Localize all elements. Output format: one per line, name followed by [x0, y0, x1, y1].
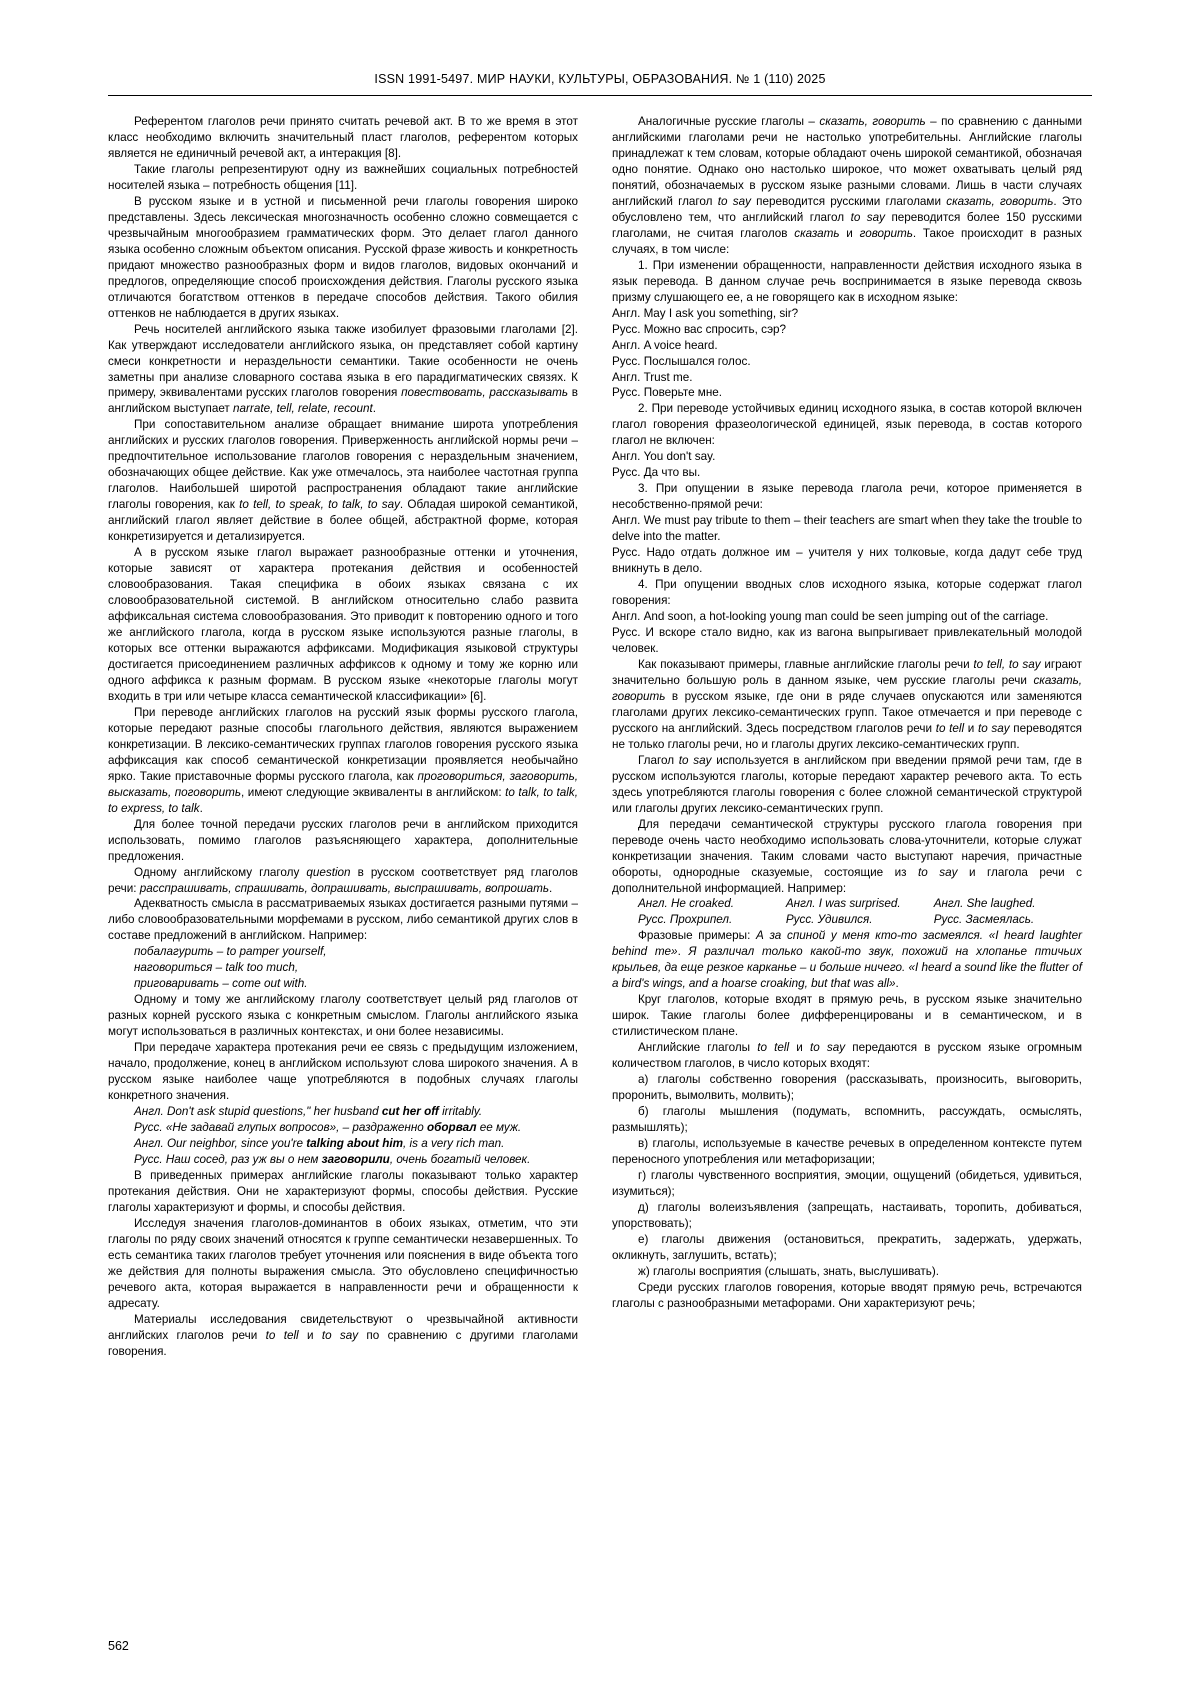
example-line: Англ. Our neighbor, since you're talking about him, is a very rich man. — [134, 1137, 505, 1150]
example-cell: Русс. Прохрипел. — [638, 913, 733, 927]
example-line: Русс. Послышался голос. — [612, 354, 751, 368]
paragraph: Как показывают примеры, главные английские глаголы речи to tell, to say играют значительно большую роль в данном языке, чем русские глаголы речи сказать, говорить в русском языке, где они в ряде случаев опускаются или заменяются глаголами других лексико-семантических групп. Такое отмечается и при переводе с русского на английский. Здесь посредством глаголов речи to tell и to say переводятся не только глаголы речи, но и глаголы других лексико-семантических групп. — [612, 657, 1082, 751]
example-line: Англ. Trust me. — [612, 370, 693, 384]
example-line: Русс. Наш сосед, раз уж вы о нем заговорили, очень богатый человек. — [134, 1152, 531, 1166]
paragraph: Материалы исследования свидетельствуют о чрезвычайной активности английских глаголов речи to tell и to say по сравнению с другими глаголами говорения. — [108, 1312, 579, 1358]
paragraph: 1. При изменении обращенности, направленности действия исходного языка в язык перевода. В данном случае речь воспринимается в языке перевода сквозь призму слушающего ее, а не говорящего как в исходном языке: — [612, 258, 1082, 304]
example-line: Англ. A voice heard. — [612, 338, 718, 352]
paragraph: Адекватность смысла в рассматриваемых языках достигается разными путями – либо словообразовательными морфемами в русском, либо семантикой других слов в составе предложений в английском. Например: — [108, 897, 578, 943]
header-rule — [108, 95, 1092, 96]
paragraph: Для передачи семантической структуры русского глагола говорения при переводе очень часто необходимо использовать слова-уточнители, которые служат конкретизации значения. Таким словами часто выступают наречия, причастные обороты, однородные сказуемые, состоящие из to say и глагола речи с дополнительной информацией. Например: — [612, 817, 1083, 895]
list-item: г) глаголы чувственного восприятия, эмоции, ощущений (обидеться, удивиться, изумиться); — [612, 1168, 1082, 1198]
example-line: Англ. You don't say. — [612, 450, 716, 464]
paragraph: Среди русских глаголов говорения, которые вводят прямую речь, встречаются глаголы с разнообразными метафорами. Они характеризуют речь; — [612, 1280, 1082, 1310]
example-line: Русс. Можно вас спросить, сэр? — [612, 322, 787, 336]
example-line: Русс. «Не задавай глупых вопросов», – раздраженно оборвал ее муж. — [134, 1121, 522, 1135]
paragraph: Аналогичные русские глаголы – сказать, говорить – по сравнению с данными английскими глаголами речи не настолько употребительны. Английские глаголы принадлежат к тем словам, которые обладают очень широкой семантикой, обозначая одно понятие. Однако оно настолько широкое, что может охватывать целый ряд понятий, обозначаемых в русском языке разными словами. Лишь в части случаях английский глагол to say переводится русскими глаголами сказать, говорить. Это обусловлено тем, что английский глагол to say переводится более 150 русскими глаголами, не считая глаголов сказать и говорить. Такое происходит в разных случаях, в том числе: — [612, 115, 1082, 256]
paragraph: Круг глаголов, которые входят в прямую речь, в русском языке значительно широк. Такие глаголы более дифференцированы и в семантическом, и в стилистическом плане. — [612, 993, 1082, 1039]
paragraph: Фразовые примеры: А за спиной у меня кто-то засмеялся. «I heard laughter behind me». Я различал только какой-то звук, похожий на хлопанье птичьих крыльев, да еще резкое карканье – и больше ничего. «I heard a sound like the flutter of a bird's wings, and a hoarse croaking, but that was all». — [612, 929, 1082, 991]
page-number: 562 — [108, 1639, 129, 1653]
example-cell: Англ. I was surprised. — [785, 897, 901, 911]
paragraph: Исследуя значения глаголов-доминантов в обоих языках, отметим, что эти глаголы по ряду своих значений относятся к группе семантически незавершенных. То есть семантика таких глаголов требует уточнения или пояснения в виде объекта того же действия для полноты выражения смысла. Это обусловлено специфичностью речевого акта, которая выражается в направленности речи и обращенности к адресату. — [108, 1216, 578, 1310]
paragraph: Для более точной передачи русских глаголов речи в английском приходится использовать, помимо глаголов разъясняющего характера, дополнительные предложения. — [108, 817, 578, 863]
list-item: е) глаголы движения (остановиться, прекратить, задержать, удержать, окликнуть, заглушить, встать); — [612, 1232, 1082, 1262]
paragraph: В русском языке и в устной и письменной речи глаголы говорения широко представлены. Здесь лексическая многозначность особенно сложно совмещается с чрезвычайным многообразием грамматических форм. Это делает глагол данного языка особенно сложным объектом описания. Русской фразе живость и конкретность придают множество разнообразных форм и видов глаголов, видовых окончаний и предлогов, определяющие способ происхождения действия. Глаголы русского языка отличаются богатством оттенков в передаче способов действия. Такого обилия оттенков не наблюдается в других языках. — [108, 194, 578, 320]
example-cell: Русс. Удивился. — [785, 913, 873, 927]
example-line: Русс. Поверьте мне. — [612, 386, 723, 400]
paragraph: При передаче характера протекания речи ее связь с предыдущим изложением, начало, продолжение, конец в английском используют слова широкого значения. А в русском языке наиболее чаще употребляются в подобных случаях глаголы конкретного значения. — [108, 1041, 578, 1103]
example-cell: Англ. He croaked. — [638, 897, 734, 911]
example-line: Англ. We must pay tribute to them – their teachers are smart when they take the trouble to delve into the matter. — [612, 514, 1082, 544]
paragraph: А в русском языке глагол выражает разнообразные оттенки и уточнения, которые зависят от характера протекания действия и особенностей словообразования. Такая специфика в обоих языках связана с их словообразовательной системой. В английском относительно слабо развита аффиксальная система словообразования. Это приводит к повторению одного и того же английского глагола, когда в русском языке используются разные глаголы, в которых все оттенки выражаются аффиксами. Модификация языковой структуры достигается присоединением различных аффиксов к одному и тому же корню или одного аффикса к разным формам. В русском языке «некоторые глаголы могут входить в три или четыре класса семантической классификации» [6]. — [108, 546, 578, 703]
example-line: Англ. And soon, a hot-looking young man could be seen jumping out of the carriage. — [612, 610, 1049, 624]
example-line: приговаривать – come out with. — [134, 977, 308, 991]
right-column — [612, 114, 1082, 1312]
example-row — [612, 896, 1082, 912]
list-item: а) глаголы собственно говорения (рассказывать, произносить, выговорить, проронить, вымолвить, молвить); — [612, 1073, 1082, 1103]
list-item: в) глаголы, используемые в качестве речевых в определенном контексте путем переносного употребления или метафоризации; — [612, 1137, 1082, 1166]
example-line: наговориться – talk too much, — [134, 961, 299, 975]
paragraph: Глагол to say используется в английском при введении прямой речи там, где в русском используются глаголы, которые передают характер речевого акта. То есть здесь употребляются глаголы говорения с более сложной семантической структурой или глаголы других лексико-семантических групп. — [612, 753, 1083, 815]
paragraph: Одному и тому же английскому глаголу соответствует целый ряд глаголов от разных корней русского языка с конкретным смыслом. Глаголы английского языка могут использоваться в различных контекстах, и они более независимы. — [108, 993, 578, 1039]
list-item: б) глаголы мышления (подумать, вспомнить, рассуждать, осмыслять, размышлять); — [612, 1105, 1082, 1135]
paragraph: При сопоставительном анализе обращает внимание широта употребления английских и русских глаголов говорения. Приверженность английской нормы речи – предпочтительное использование глаголов говорения с нераздельным значением, обозначающих общее действие. Как уже отмечалось, эта наиболее частотная группа глаголов. Наибольшей широтой распространения обладают такие английские глаголы говорения, как to tell, to speak, to talk, to say. Обладая широкой семантикой, английский глагол являет действие в более общей, абстрактной форме, которая конкретизируется и детализируется. — [108, 418, 578, 544]
running-head: ISSN 1991-5497. МИР НАУКИ, КУЛЬТУРЫ, ОБРАЗОВАНИЯ. № 1 (110) 2025 — [374, 72, 826, 86]
paragraph: При переводе английских глаголов на русский язык формы русского глагола, которые передают разные способы глагольного действия, являются выражением конкретизации. В лексико-семантических группах глаголов говорения русского языка аффиксация как способ семантической конкретизации проявляется необычайно ярко. Такие приставочные формы русского глагола, как проговориться, заговорить, высказать, поговорить, имеют следующие эквиваленты в английском: to talk, to talk, to express, to talk. — [108, 705, 578, 815]
example-line: Англ. Don't ask stupid questions," her husband cut her off irritably. — [134, 1105, 483, 1119]
paragraph: Такие глаголы репрезентируют одну из важнейших социальных потребностей носителей языка – потребность общения [11]. — [108, 162, 578, 192]
example-line: побалагурить – to pamper yourself, — [134, 945, 327, 959]
paragraph: Одному английскому глаголу question в русском соответствует ряд глаголов речи: расспрашивать, спрашивать, допрашивать, выспрашивать, вопрошать. — [108, 865, 578, 895]
example-line: Русс. Да что вы. — [612, 466, 701, 480]
two-column-body — [108, 114, 1092, 1360]
left-column — [108, 114, 578, 1360]
paragraph: 4. При опущении вводных слов исходного языка, которые содержат глагол говорения: — [612, 578, 1082, 608]
list-item: д) глаголы волеизъявления (запрещать, настаивать, торопить, добиваться, упорствовать); — [612, 1200, 1082, 1230]
example-row — [612, 912, 1082, 928]
paragraph: Английские глаголы to tell и to say передаются в русском языке огромным количеством глаголов, в число которых входят: — [612, 1041, 1082, 1071]
example-line: Русс. И вскоре стало видно, как из вагона выпрыгивает привлекательный молодой человек. — [612, 626, 1082, 655]
paragraph: 3. При опущении в языке перевода глагола речи, которое применяется в несобственно-прямой речи: — [612, 482, 1082, 512]
paragraph: Референтом глаголов речи принято считать речевой акт. В то же время в этот класс необходимо включить значительный пласт глаголов, референтом которых является не единичный речевой акт, а интеракция [8]. — [108, 115, 578, 160]
example-line: Русс. Надо отдать должное им – учителя у них толковые, когда дадут себе труд вникнуть в дело. — [612, 546, 1082, 576]
paragraph: 2. При переводе устойчивых единиц исходного языка, в состав которой включен глагол говорения фразеологической единицей, язык перевода, в состав которого глагол не включен: — [612, 402, 1082, 448]
example-line: Англ. May I ask you something, sir? — [612, 306, 799, 320]
paragraph: В приведенных примерах английские глаголы показывают только характер протекания действия. Они не характеризуют формы, способы действия. Русские глаголы характеризуют и формы, и способы действия. — [108, 1168, 578, 1214]
example-cell: Англ. She laughed. — [933, 897, 1036, 911]
paragraph: Речь носителей английского языка также изобилует фразовыми глаголами [2]. Как утверждают исследователи английского языка, он представляет собой картину смеси конкретности и нераздельности семантики. Такие особенности не очень заметны при анализе словарного состава языка в его парадигматических связях. К примеру, эквивалентами русских глаголов говорения повествовать, рассказывать в английском выступает narrate, tell, relate, recount. — [108, 322, 578, 416]
list-item: ж) глаголы восприятия (слышать, знать, выслушивать). — [638, 1264, 939, 1278]
example-cell: Русс. Засмеялась. — [933, 913, 1035, 927]
